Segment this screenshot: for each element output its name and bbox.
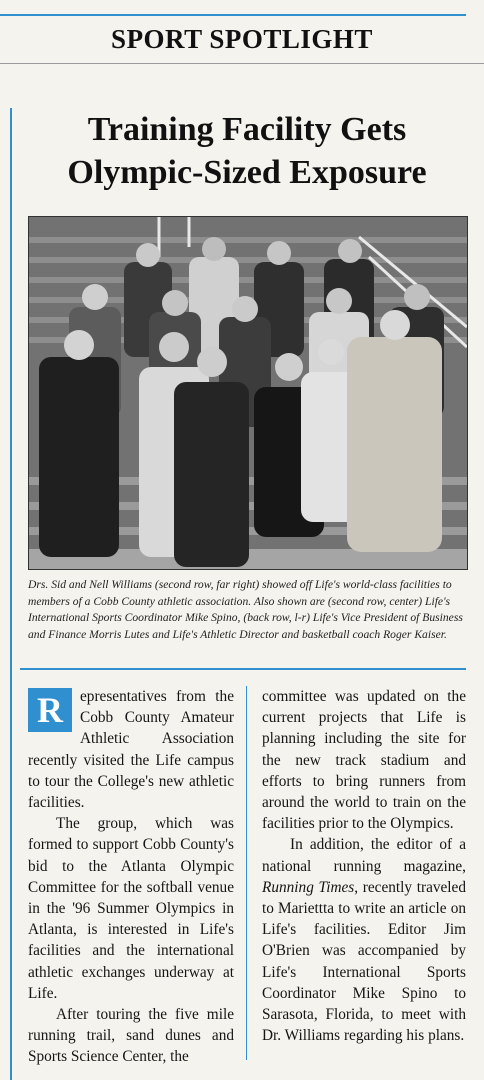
headline: Training Facility Gets Olympic-Sized Exposure — [67, 111, 427, 191]
paragraph-4 — [262, 834, 466, 1046]
left-accent-bar — [10, 108, 12, 1080]
magazine-title: Running Times — [262, 878, 355, 896]
paragraph-1-text: epresentatives from the Cobb County Amateur Athletic Association recently visited the Life campus to tour the College's new athletic facilities. — [28, 688, 234, 812]
paragraph-3-continued: committee was updated on the current projects that Life is planning including the site for the new track stadium and efforts to bring runners from around the world to train on the facilities prior to the Olympics. — [262, 688, 466, 833]
column-divider — [246, 686, 247, 1060]
article-column-right — [262, 686, 466, 1046]
group-photo — [28, 216, 468, 570]
caption-divider — [20, 668, 466, 670]
photo-caption: Drs. Sid and Nell Williams (second row, far right) showed off Life's world-class facilities to members of a Cobb County athletic association. Also shown are (second row, center) Life's International Sports Coordinator Mike Spino, (back row, l-r) Life's Vice President of Business and Finance Morris Lutes and Life's Athletic Director and basketball coach Roger Kaiser. — [28, 578, 463, 641]
paragraph-1 — [28, 686, 234, 813]
paragraph-4-lead: In addition, the editor of a national running magazine, — [262, 836, 466, 875]
drop-cap: R — [28, 688, 72, 732]
section-divider — [0, 63, 484, 64]
section-label: SPORT SPOTLIGHT — [111, 24, 373, 54]
paragraph-2: The group, which was formed to support Cobb County's bid to the Atlanta Olympic Committee for the softball venue in the '96 Summer Olympics in Atlanta, is interested in Life's facilities and the international athletic exchanges underway at Life. — [28, 815, 234, 1002]
paragraph-3-start: After touring the five mile running trail, sand dunes and Sports Science Center, the — [28, 1006, 234, 1066]
paragraph-4-rest: , recently traveled to Mariettta to write an article on Life's facilities. Editor Jim O'Brien was accompanied by Life's International Sports Coordinator Mike Spino to Sarasota, Florida, to meet with Dr. Williams regarding his plans. — [262, 878, 466, 1045]
article-column-left — [28, 686, 234, 1068]
group-photo-illustration — [29, 217, 467, 569]
top-rule — [0, 14, 466, 16]
